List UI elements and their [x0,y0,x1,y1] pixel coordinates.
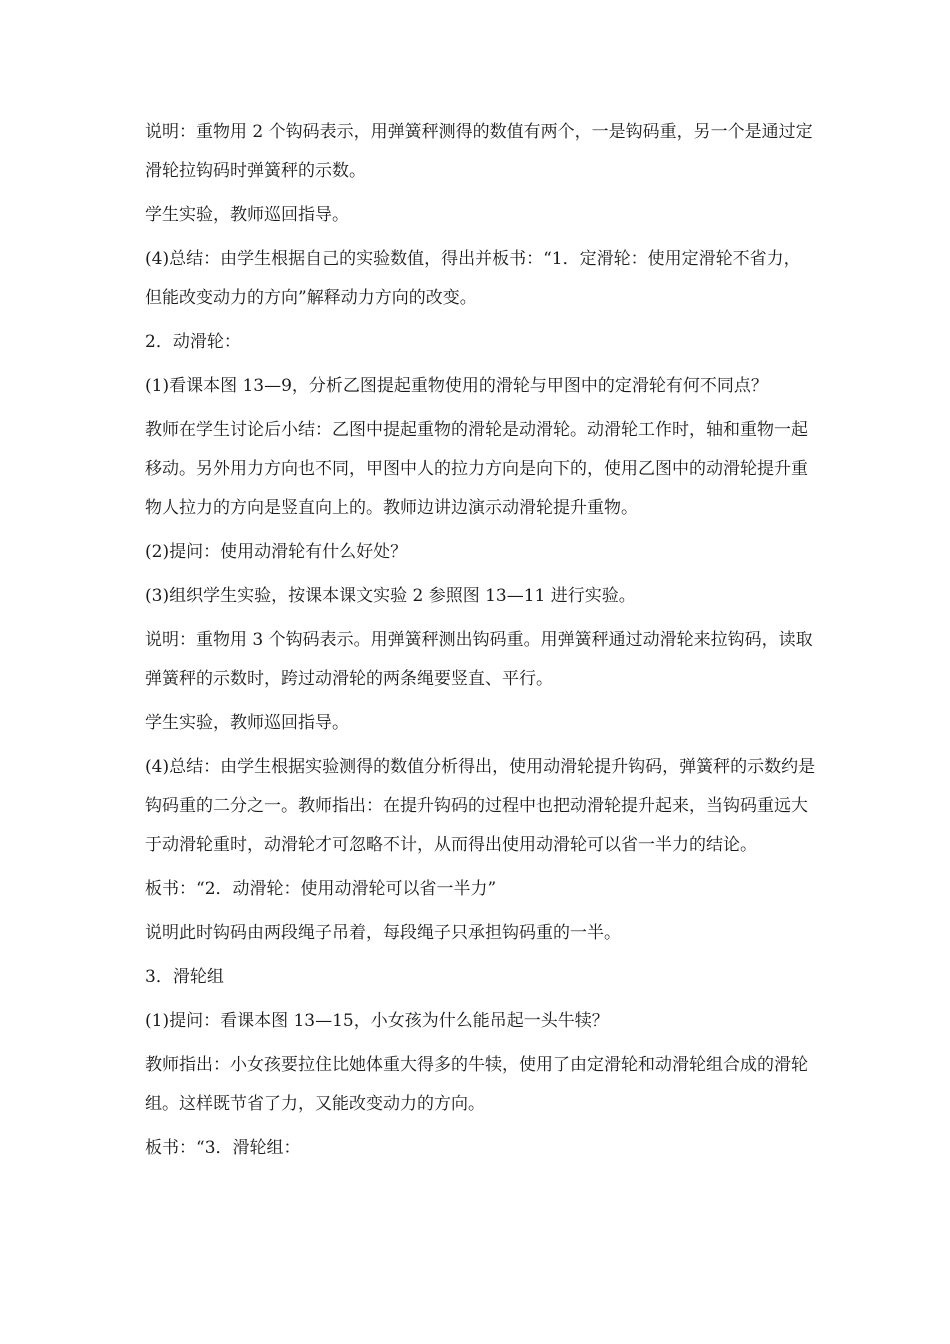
text-line: (2)提问：使用动滑轮有什么好处？ [145,542,408,562]
text-line: 说明：重物用 3 个钩码表示。用弹簧秤测出钩码重。用弹簧秤通过动滑轮来拉钩码，读取 [145,630,813,650]
text-line: 滑轮拉钩码时弹簧秤的示数。 [145,161,366,181]
document-page [145,122,815,1158]
text-line: 弹簧秤的示数时，跨过动滑轮的两条绳要竖直、平行。 [145,669,553,689]
text-line: 说明：重物用 2 个钩码表示，用弹簧秤测得的数值有两个，一是钩码重，另一个是通过定 [145,122,813,142]
text-line: 板书：“3．滑轮组： [145,1138,301,1158]
text-line: 说明此时钩码由两段绳子吊着，每段绳子只承担钩码重的一半。 [145,923,621,943]
text-line: 教师在学生讨论后小结：乙图中提起重物的滑轮是动滑轮。动滑轮工作时，轴和重物一起 [145,420,808,440]
text-line: 但能改变动力的方向”解释动力方向的改变。 [145,288,477,308]
text-line: 教师指出：小女孩要拉住比她体重大得多的牛犊，使用了由定滑轮和动滑轮组合成的滑轮 [145,1055,808,1075]
text-line: 物人拉力的方向是竖直向上的。教师边讲边演示动滑轮提升重物。 [145,498,638,518]
section-heading: 2．动滑轮： [145,332,241,352]
text-line: (1)提问：看课本图 13—15，小女孩为什么能吊起一头牛犊？ [145,1011,609,1031]
text-line: 钩码重的二分之一。教师指出：在提升钩码的过程中也把动滑轮提升起来，当钩码重远大 [145,796,808,816]
text-line: 学生实验，教师巡回指导。 [145,713,349,733]
text-line: 于动滑轮重时，动滑轮才可忽略不计，从而得出使用动滑轮可以省一半力的结论。 [145,835,757,855]
text-line: 组。这样既节省了力，又能改变动力的方向。 [145,1094,485,1114]
text-line: (4)总结：由学生根据实验测得的数值分析得出，使用动滑轮提升钩码，弹簧秤的示数约是 [145,757,815,777]
text-line: 学生实验，教师巡回指导。 [145,205,349,225]
text-line: (3)组织学生实验，按课本课文实验 2 参照图 13—11 进行实验。 [145,586,636,606]
section-heading: 3．滑轮组 [145,967,224,987]
text-line: (1)看课本图 13—9，分析乙图提起重物使用的滑轮与甲图中的定滑轮有何不同点？ [145,376,768,396]
text-line: 移动。另外用力方向也不同，甲图中人的拉力方向是向下的，使用乙图中的动滑轮提升重 [145,459,808,479]
text-line: (4)总结：由学生根据自己的实验数值，得出并板书：“1．定滑轮：使用定滑轮不省力， [145,249,801,269]
text-line: 板书：“2．动滑轮：使用动滑轮可以省一半力” [145,879,497,899]
